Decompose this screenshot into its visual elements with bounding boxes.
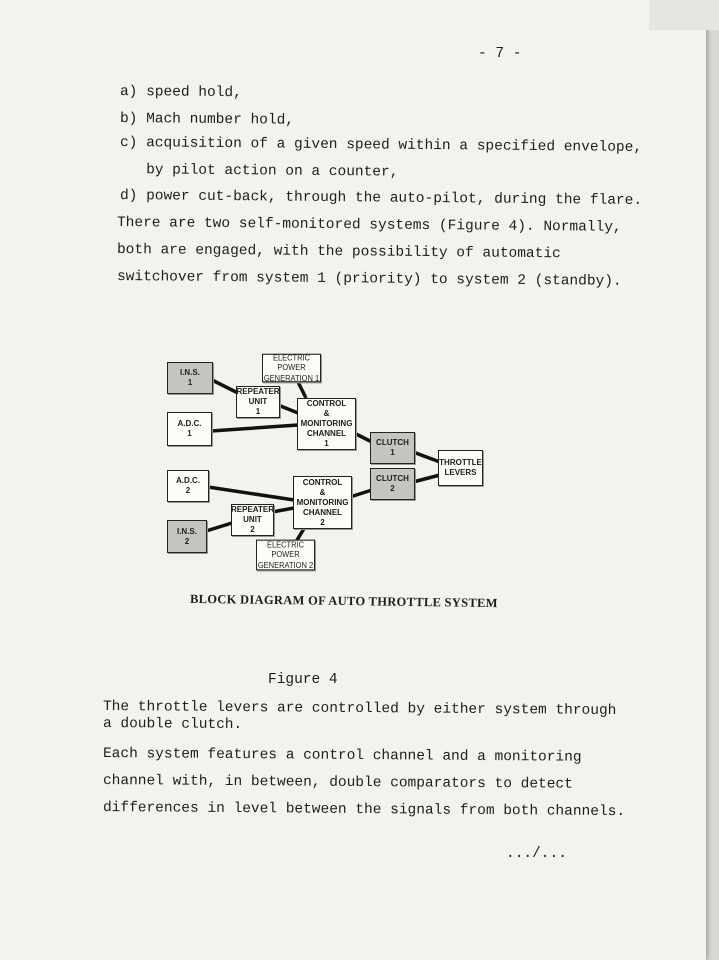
block-label: CHANNEL	[302, 507, 343, 517]
figure-label: Figure 4	[268, 672, 338, 688]
list-item: a) speed hold,	[119, 84, 242, 102]
block-label: &	[323, 409, 330, 418]
block-label: &	[319, 487, 326, 497]
block-label: ELECTRIC POWER	[272, 352, 311, 373]
block-label: 2	[320, 517, 325, 527]
block-label: REPEATER	[236, 387, 280, 396]
block-label: 2	[184, 536, 190, 546]
block-label: CHANNEL	[306, 429, 347, 438]
block-label: 1	[390, 448, 395, 457]
adc-2-block	[167, 470, 209, 502]
block-label: UNIT	[243, 515, 262, 524]
diagram-caption: BLOCK DIAGRAM OF AUTO THROTTLE SYSTEM	[189, 591, 498, 611]
paragraph-line: channel with, in between, double comparators to detect	[102, 773, 573, 793]
block-label: CLUTCH	[376, 438, 409, 447]
list-item: b) Mach number hold,	[119, 111, 295, 129]
block-label: 1	[187, 378, 193, 387]
clutch-2-block	[370, 468, 415, 500]
block-label: MONITORING	[296, 497, 349, 507]
paragraph-line: differences in level between the signals from both channels.	[102, 800, 626, 821]
paragraph-line: Each system features a control channel and a monitoring	[102, 746, 582, 766]
block-label: I.N.S.	[176, 526, 197, 536]
repeater-unit-2-block	[231, 504, 274, 536]
paragraph-line: both are engaged, with the possibility of automatic	[116, 242, 561, 263]
repeater-unit-1-block	[236, 386, 280, 418]
list-item: d) power cut-back, through the auto-pilot, during the flare.	[119, 188, 643, 210]
continuation-marker: .../...	[506, 846, 567, 862]
block-label: GENERATION 1	[263, 373, 320, 384]
block-label: MONITORING	[300, 419, 353, 428]
control-monitoring-channel-2-block	[293, 476, 352, 529]
block-label: 2	[185, 486, 191, 495]
ins-1-block	[167, 362, 213, 394]
block-label: ELECTRIC POWER	[266, 539, 305, 560]
list-item: c) acquisition of a given speed within a specified envelope,	[119, 135, 643, 157]
page-number: - 7 -	[478, 46, 522, 62]
block-label: 1	[255, 407, 261, 416]
block-label: GENERATION 2	[257, 560, 314, 571]
block-label: UNIT	[248, 397, 268, 406]
block-label: 1	[324, 439, 329, 448]
paragraph-line: There are two self-monitored systems (Figure 4). Normally,	[116, 215, 622, 236]
block-label: THROTTLE	[439, 458, 482, 467]
block-label: I.N.S.	[179, 368, 200, 377]
block-label: CONTROL	[306, 399, 347, 408]
list-item: by pilot action on a counter,	[119, 162, 399, 181]
paragraph-line: a double clutch.	[102, 716, 243, 734]
control-monitoring-channel-1-block	[297, 398, 356, 450]
electric-power-generation-2-block	[256, 540, 315, 571]
block-label: REPEATER	[231, 505, 274, 514]
block-label: A.D.C.	[177, 419, 202, 428]
electric-power-generation-1-block	[262, 354, 321, 383]
paragraph-line: switchover from system 1 (priority) to system 2 (standby).	[116, 269, 622, 290]
throttle-levers-block	[438, 450, 483, 486]
paragraph-line: The throttle levers are controlled by either system through	[102, 699, 617, 720]
block-label: CONTROL	[302, 477, 343, 487]
adc-1-block	[167, 412, 212, 446]
block-label: CLUTCH	[376, 474, 409, 483]
block-label: 2	[250, 525, 255, 534]
block-label: A.D.C.	[176, 476, 200, 485]
block-label: LEVERS	[444, 468, 477, 477]
clutch-1-block	[370, 432, 415, 464]
block-label: 2	[390, 484, 395, 493]
block-label: 1	[187, 429, 192, 438]
page-corner	[649, 0, 719, 30]
ins-2-block	[167, 520, 207, 553]
